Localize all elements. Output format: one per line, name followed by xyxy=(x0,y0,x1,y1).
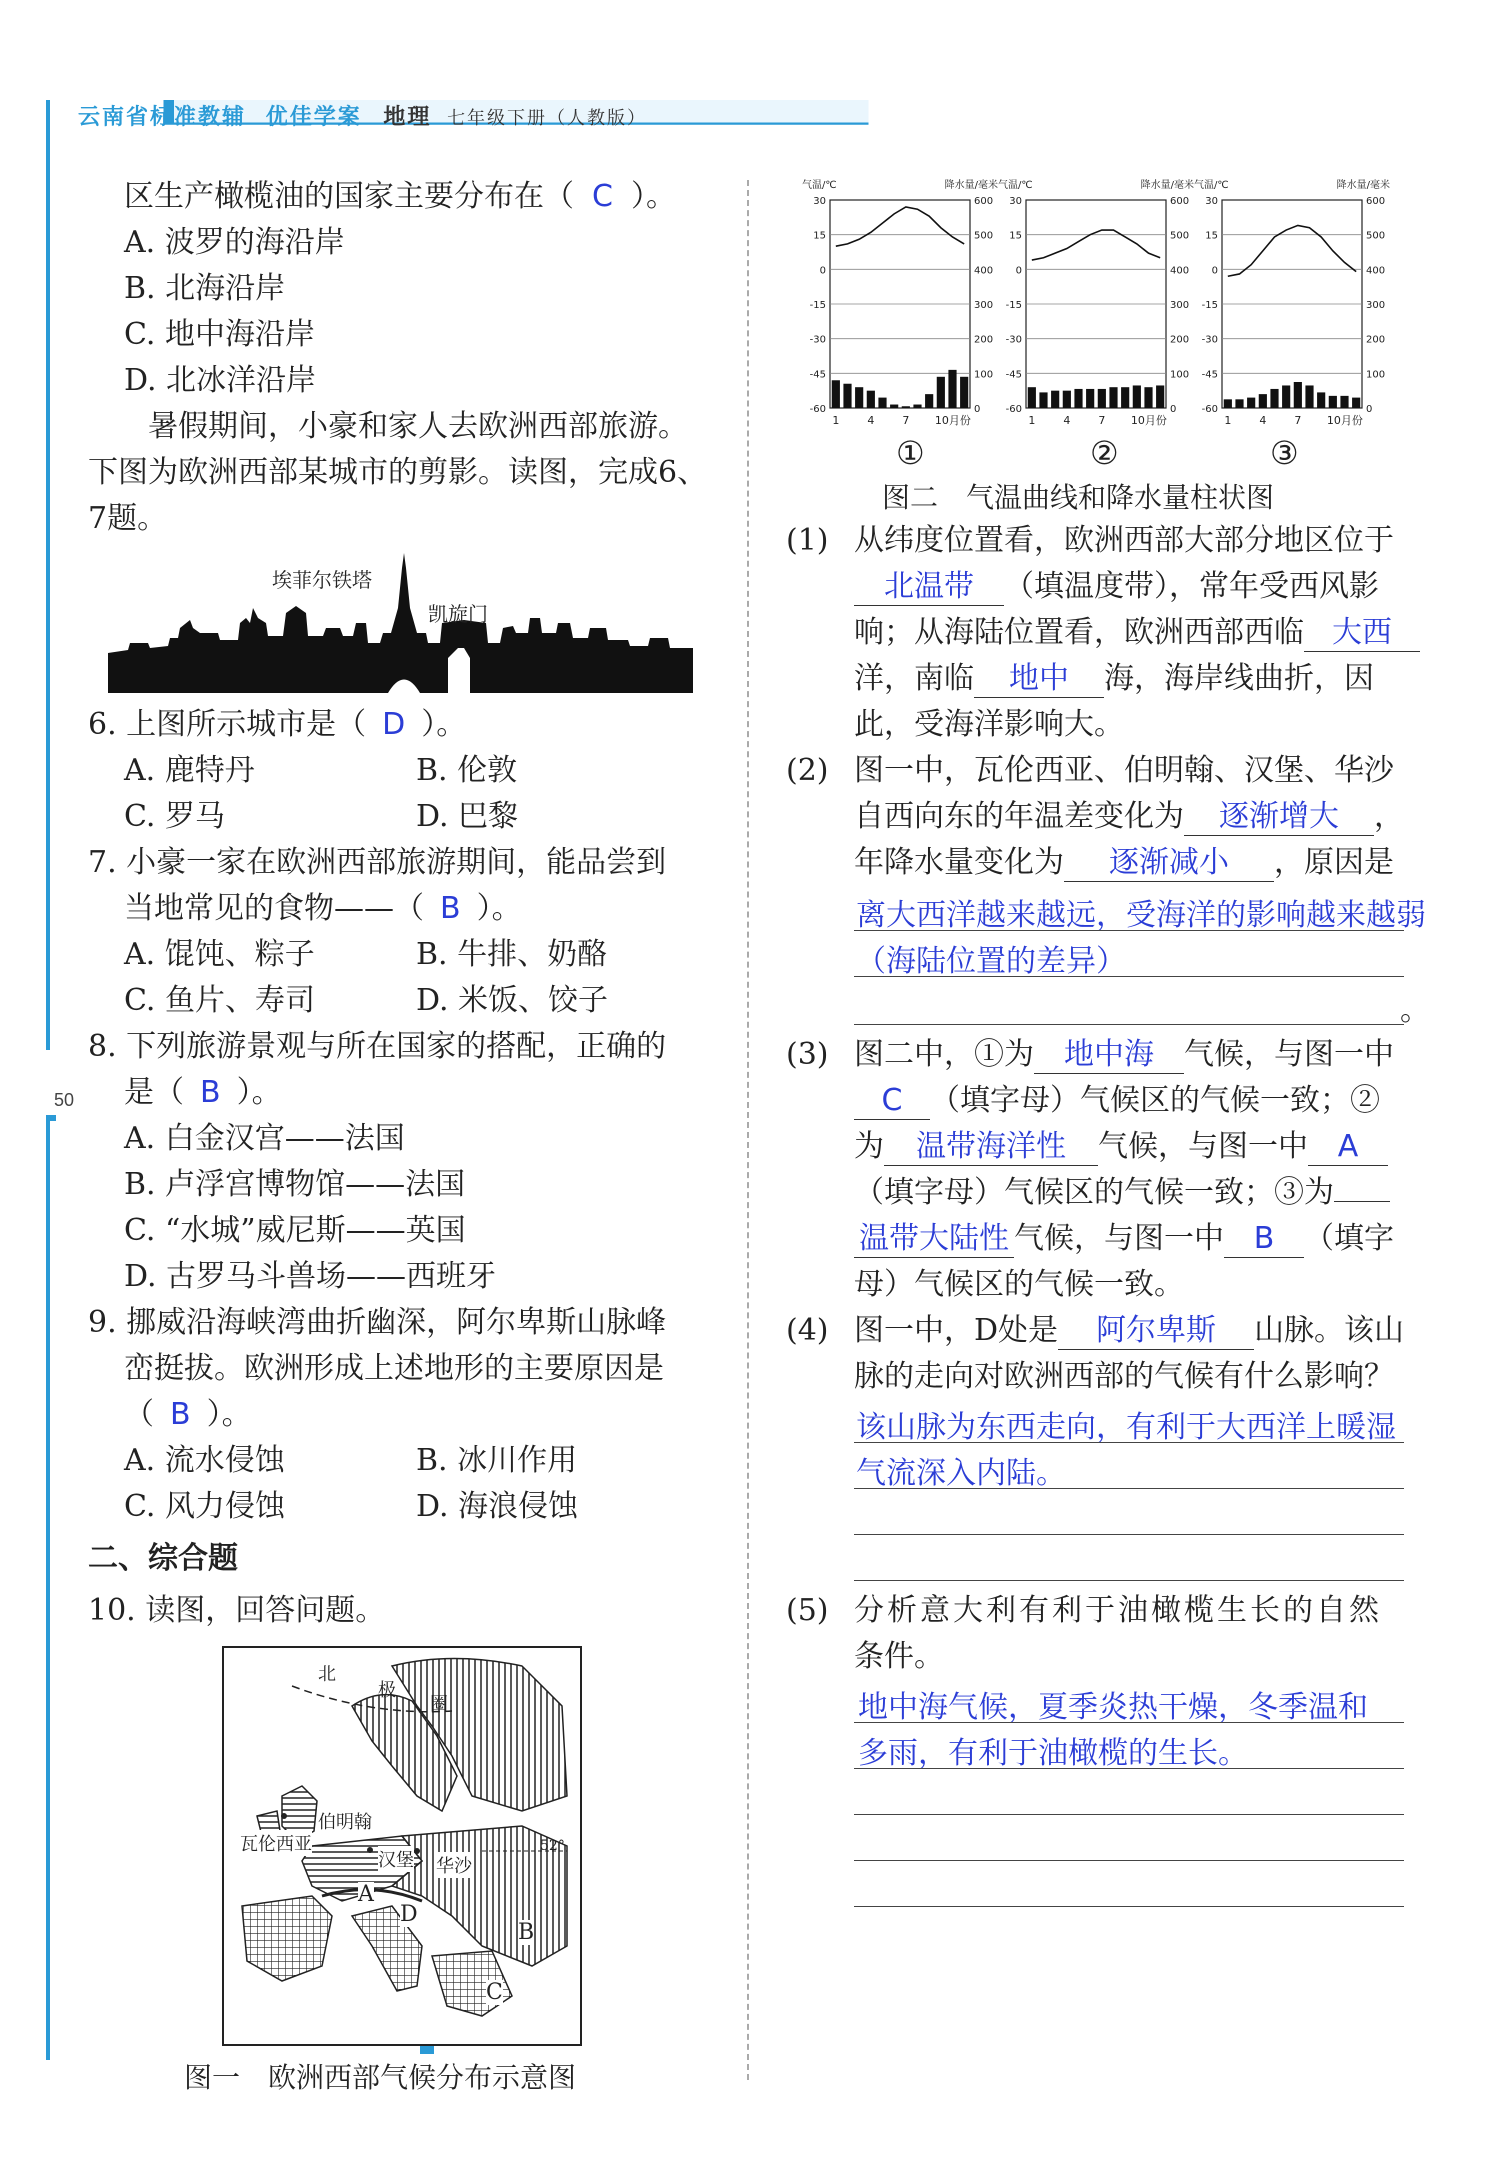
q5r-line-1: 分析意大利有利于油橄榄生长的自然 xyxy=(854,1593,1382,1628)
q5-option-d: D. 北冰洋沿岸 xyxy=(124,363,317,398)
q4-answer-line-3 xyxy=(854,1534,1404,1535)
q3-answer-1: 地中海 xyxy=(1034,1038,1184,1074)
precip-axis-title: 降水量/毫米 xyxy=(1336,180,1390,191)
precip-bar xyxy=(1121,387,1129,408)
q1-line-1: 从纬度位置看，欧洲西部大部分地区位于 xyxy=(854,523,1394,558)
map-label-arctic-2: 极 xyxy=(378,1680,396,1701)
temp-tick-label: -15 xyxy=(809,300,826,311)
precip-bar xyxy=(1305,385,1313,408)
month-tick-label: 7 xyxy=(1098,414,1106,427)
q5-option-b: B. 北海沿岸 xyxy=(124,271,286,306)
precip-bar xyxy=(1133,385,1141,408)
precip-tick-label: 600 xyxy=(1366,196,1386,207)
q9-answer: B xyxy=(170,1397,191,1432)
q5-option-a: A. 波罗的海沿岸 xyxy=(124,225,345,260)
precip-bar xyxy=(1340,396,1348,408)
month-tick-label: 10月份 xyxy=(934,414,971,427)
header-title xyxy=(78,100,647,131)
header-product: 优佳学案 xyxy=(265,105,362,130)
temp-tick-label: 30 xyxy=(1205,196,1218,207)
intro-line-3: 7题。 xyxy=(88,501,168,536)
month-tick-label: 10月份 xyxy=(1130,414,1167,427)
temp-tick-label: 15 xyxy=(1009,230,1022,242)
temp-tick-label: -60 xyxy=(809,404,826,415)
precip-bar xyxy=(1039,392,1047,408)
header-series: 云南省标准教辅 xyxy=(78,105,247,130)
q5r-line-2: 条件。 xyxy=(854,1639,944,1674)
precip-bar xyxy=(1109,387,1117,408)
q2-answer-line-3 xyxy=(854,1024,1404,1025)
q5-option-c: C. 地中海沿岸 xyxy=(124,317,315,352)
precip-bar xyxy=(1098,389,1106,408)
q7-option-d: D. 米饭、饺子 xyxy=(416,983,609,1018)
month-tick-label: 4 xyxy=(1063,414,1071,427)
q5r-answer-line-4 xyxy=(854,1860,1404,1861)
temp-tick-label: 15 xyxy=(1205,230,1218,242)
temp-tick-label: -15 xyxy=(1201,300,1218,311)
precip-bar xyxy=(937,377,945,408)
q1-answer-1: 北温带 xyxy=(854,570,1004,606)
precip-tick-label: 0 xyxy=(974,404,981,415)
temp-tick-label: -60 xyxy=(1005,404,1022,415)
temp-tick-label: -30 xyxy=(1005,334,1022,346)
q5-continuation: 区生产橄榄油的国家主要分布在（ C ）。 xyxy=(124,179,676,214)
q5r-handwritten-2: 多雨，有利于油橄榄的生长。 xyxy=(858,1736,1248,1771)
q2-end-period: 。 xyxy=(1400,993,1430,1028)
page-number: 50 xyxy=(54,1090,75,1110)
precip-tick-label: 300 xyxy=(1170,300,1190,311)
q4-answer-line-1 xyxy=(854,1442,1404,1443)
climate-chart-1 xyxy=(800,176,1000,436)
climate-chart-2 xyxy=(996,176,1196,436)
figure-2-caption: 图二 气温曲线和降水量柱状图 xyxy=(882,481,1275,514)
climate-chart-3 xyxy=(1192,176,1392,436)
chart-number-2: ② xyxy=(1090,434,1119,472)
q4-answer-1: 阿尔卑斯 xyxy=(1058,1314,1254,1350)
precip-tick-label: 400 xyxy=(974,265,994,277)
q1-answer-2: 大西 xyxy=(1304,616,1420,652)
q3-number: (3) xyxy=(786,1037,829,1072)
q7-option-c: C. 鱼片、寿司 xyxy=(124,983,315,1018)
q8-answer: B xyxy=(200,1075,221,1110)
q9-option-b: B. 冰川作用 xyxy=(416,1443,578,1478)
q6-option-c: C. 罗马 xyxy=(124,799,225,834)
precip-tick-label: 400 xyxy=(1170,265,1190,277)
q2-line-2: 自西向东的年温差变化为 逐渐增大 ， xyxy=(854,799,1404,834)
precip-bar xyxy=(1144,387,1152,408)
q4-answer-line-2 xyxy=(854,1488,1404,1489)
q8-option-a: A. 白金汉宫——法国 xyxy=(124,1121,405,1156)
header-grade: 七年级下册（人教版） xyxy=(447,108,648,129)
temp-tick-label: -60 xyxy=(1201,404,1218,415)
precip-bar xyxy=(1156,385,1164,408)
q5r-answer-line-3 xyxy=(854,1814,1404,1815)
q3-answer-4: A xyxy=(1308,1130,1388,1166)
q7-option-a: A. 馄饨、粽子 xyxy=(124,937,315,972)
precip-bar xyxy=(1235,399,1243,408)
q7-answer: B xyxy=(440,891,461,926)
q3-line-1: 图二中，①为 地中海 气候，与图一中 xyxy=(854,1037,1394,1072)
q1-line-2: 北温带 （填温度带），常年受西风影 xyxy=(854,570,1379,606)
precip-bar xyxy=(960,377,968,408)
q1-number: (1) xyxy=(786,523,829,558)
month-tick-label: 10月份 xyxy=(1326,414,1363,427)
map-label-latitude: 52° xyxy=(540,1838,565,1854)
precip-bar xyxy=(867,391,875,408)
precip-tick-label: 400 xyxy=(1366,265,1386,277)
q3-answer-5: 温带大陆性 xyxy=(854,1222,1014,1258)
precip-bar xyxy=(843,384,851,408)
q5-answer: C xyxy=(592,179,613,214)
q6-option-b: B. 伦敦 xyxy=(416,753,518,788)
precip-tick-label: 600 xyxy=(1170,196,1190,207)
precip-tick-label: 100 xyxy=(1170,369,1190,381)
precip-tick-label: 500 xyxy=(974,230,994,242)
precip-bar xyxy=(948,370,956,408)
precip-bar xyxy=(1352,398,1360,408)
precip-bar xyxy=(1028,387,1036,408)
temp-tick-label: -30 xyxy=(1201,334,1218,346)
temp-axis-title: 气温/℃ xyxy=(998,180,1033,191)
temp-tick-label: -15 xyxy=(1005,300,1022,311)
precip-bar xyxy=(1051,391,1059,408)
temp-tick-label: -45 xyxy=(1005,369,1022,381)
temp-tick-label: 15 xyxy=(813,230,826,242)
precip-tick-label: 200 xyxy=(1366,334,1386,346)
chart-number-1: ① xyxy=(896,434,925,472)
q4-answer-line-4 xyxy=(854,1580,1404,1581)
q4-handwritten-1: 该山脉为东西走向，有利于大西洋上暖湿 xyxy=(856,1410,1396,1445)
left-margin-rule xyxy=(46,100,58,2060)
temp-tick-label: 0 xyxy=(1015,265,1022,277)
temp-axis-title: 气温/℃ xyxy=(1194,180,1229,191)
q6-answer: D xyxy=(382,707,406,742)
q4-line-2: 脉的走向对欧洲西部的气候有什么影响？ xyxy=(854,1359,1394,1394)
precip-bar xyxy=(1282,385,1290,408)
q1-line-3: 响；从海陆位置看，欧洲西部西临 大西 xyxy=(854,616,1420,652)
month-tick-label: 4 xyxy=(1259,414,1267,427)
precip-tick-label: 600 xyxy=(974,196,994,207)
intro-line-1: 暑假期间，小豪和家人去欧洲西部旅游。 xyxy=(148,409,688,444)
map-label-valencia: 瓦伦西亚 xyxy=(240,1830,312,1856)
precip-tick-label: 100 xyxy=(974,369,994,381)
precip-tick-label: 300 xyxy=(974,300,994,311)
q3-line-3: 为 温带海洋性 气候，与图一中 A xyxy=(854,1130,1388,1166)
q2-handwritten-2: （海陆位置的差异） xyxy=(856,944,1126,979)
q4-handwritten-2: 气流深入内陆。 xyxy=(856,1456,1066,1491)
q1-line-5: 此，受海洋影响大。 xyxy=(854,707,1124,742)
precip-bar xyxy=(890,405,898,408)
q4-number: (4) xyxy=(786,1313,829,1348)
header-subject: 地理 xyxy=(383,105,432,130)
q5r-answer-line-5 xyxy=(854,1906,1404,1907)
map-label-hamburg: 汉堡 xyxy=(378,1846,414,1872)
precip-bar xyxy=(1317,392,1325,408)
q3-line-4: （填字母）气候区的气候一致；③为 xyxy=(854,1176,1390,1211)
q3-line-6: 母）气候区的气候一致。 xyxy=(854,1267,1184,1302)
precip-bar xyxy=(902,406,910,408)
temp-tick-label: -45 xyxy=(809,369,826,381)
temp-tick-label: -45 xyxy=(1201,369,1218,381)
map-label-A: A xyxy=(358,1882,374,1907)
month-tick-label: 7 xyxy=(1294,414,1302,427)
q3-line-2: C （填字母）气候区的气候一致；② xyxy=(854,1084,1380,1120)
q9-line-2: 峦挺拔。欧洲形成上述地形的主要原因是 xyxy=(124,1351,664,1386)
map-label-arctic-3: 圈 xyxy=(430,1694,448,1715)
precip-bar xyxy=(1086,389,1094,408)
q9-line-1: 9. 挪威沿海峡湾曲折幽深，阿尔卑斯山脉峰 xyxy=(88,1305,667,1340)
month-tick-label: 1 xyxy=(832,414,840,427)
temperature-line xyxy=(1228,225,1356,276)
precip-tick-label: 200 xyxy=(1170,334,1190,346)
month-tick-label: 7 xyxy=(902,414,910,427)
q5r-number: (5) xyxy=(786,1593,829,1628)
precip-bar xyxy=(878,398,886,408)
skyline-label-eiffel: 埃菲尔铁塔 xyxy=(272,568,372,592)
q8-option-b: B. 卢浮宫博物馆——法国 xyxy=(124,1167,466,1202)
precip-tick-label: 0 xyxy=(1366,404,1373,415)
temp-tick-label: 30 xyxy=(813,196,826,207)
temperature-line xyxy=(836,207,964,246)
q2-number: (2) xyxy=(786,753,829,788)
month-tick-label: 1 xyxy=(1224,414,1232,427)
q1-answer-3: 地中 xyxy=(974,662,1104,698)
precip-bar xyxy=(1074,389,1082,408)
q9-option-c: C. 风力侵蚀 xyxy=(124,1489,285,1524)
temp-tick-label: 30 xyxy=(1009,196,1022,207)
q7-line-1: 7. 小豪一家在欧洲西部旅游期间，能品尝到 xyxy=(88,845,667,880)
q7-option-b: B. 牛排、奶酪 xyxy=(416,937,608,972)
precip-tick-label: 0 xyxy=(1170,404,1177,415)
q2-answer-line-2 xyxy=(854,976,1404,977)
temp-tick-label: 0 xyxy=(819,265,826,277)
paris-skyline-image xyxy=(108,548,693,693)
q3-answer-6: B xyxy=(1224,1222,1304,1258)
q8-option-c: C. “水城”威尼斯——英国 xyxy=(124,1213,466,1248)
precip-bar xyxy=(1294,382,1302,408)
q2-answer-2: 逐渐减小 xyxy=(1064,846,1274,882)
precip-bar xyxy=(855,387,863,408)
precip-bar xyxy=(913,405,921,408)
q3-answer-2: C xyxy=(854,1084,930,1120)
q8-line-2: 是（ B ）。 xyxy=(124,1075,282,1110)
precip-bar xyxy=(925,394,933,408)
q2-handwritten-1: 离大西洋越来越远，受海洋的影响越来越弱 xyxy=(856,898,1426,933)
month-tick-label: 4 xyxy=(867,414,875,427)
precip-tick-label: 100 xyxy=(1366,369,1386,381)
chart-number-3: ③ xyxy=(1270,434,1299,472)
precip-bar xyxy=(1270,389,1278,408)
precip-bar xyxy=(1329,396,1337,408)
temp-tick-label: 0 xyxy=(1211,265,1218,277)
precip-bar xyxy=(1224,399,1232,408)
figure-1-caption: 图一 欧洲西部气候分布示意图 xyxy=(184,2061,577,2094)
q1-line-4: 洋，南临 地中 海，海岸线曲折，因 xyxy=(854,661,1374,696)
temp-tick-label: -30 xyxy=(809,334,826,346)
map-label-arctic-1: 北 xyxy=(318,1664,336,1685)
precip-tick-label: 200 xyxy=(974,334,994,346)
q3-line-5: 温带大陆性 气候，与图一中 B （填字 xyxy=(854,1222,1394,1258)
precip-tick-label: 300 xyxy=(1366,300,1386,311)
q6-stem: 6. 上图所示城市是（ D ）。 xyxy=(88,707,467,742)
precip-bar xyxy=(832,380,840,408)
q2-answer-line-1 xyxy=(854,930,1404,931)
intro-line-2: 下图为欧洲西部某城市的剪影。读图，完成6、 xyxy=(88,455,708,490)
precip-axis-title: 降水量/毫米 xyxy=(944,180,998,191)
precip-axis-title: 降水量/毫米 xyxy=(1140,180,1194,191)
q8-line-1: 8. 下列旅游景观与所在国家的搭配，正确的 xyxy=(88,1029,667,1064)
q2-answer-1: 逐渐增大 xyxy=(1184,800,1374,836)
precip-bar xyxy=(1259,394,1267,408)
map-label-B: B xyxy=(518,1920,535,1945)
q2-line-3: 年降水量变化为 逐渐减小 ，原因是 xyxy=(854,845,1394,880)
q9-option-d: D. 海浪侵蚀 xyxy=(416,1489,579,1524)
q8-option-d: D. 古罗马斗兽场——西班牙 xyxy=(124,1259,497,1294)
q5r-answer-line-2 xyxy=(854,1768,1404,1769)
month-tick-label: 1 xyxy=(1028,414,1036,427)
temp-axis-title: 气温/℃ xyxy=(802,180,837,191)
q9-option-a: A. 流水侵蚀 xyxy=(124,1443,285,1478)
map-label-birmingham: 伯明翰 xyxy=(318,1808,372,1834)
precip-tick-label: 500 xyxy=(1170,230,1190,242)
q3-answer-3: 温带海洋性 xyxy=(884,1130,1098,1166)
map-label-D: D xyxy=(400,1902,418,1927)
precip-bar xyxy=(1063,391,1071,408)
q5r-answer-line-1 xyxy=(854,1722,1404,1723)
q10-stem: 10. 读图，回答问题。 xyxy=(88,1593,386,1628)
q7-line-2: 当地常见的食物——（ B ）。 xyxy=(124,891,522,926)
q6-option-d: D. 巴黎 xyxy=(416,799,519,834)
skyline-label-arch: 凯旋门 xyxy=(428,602,488,626)
q5r-handwritten-1: 地中海气候，夏季炎热干燥，冬季温和 xyxy=(858,1690,1368,1725)
q2-line-1: 图一中，瓦伦西亚、伯明翰、汉堡、华沙 xyxy=(854,753,1394,788)
q9-line-3: （ B ）。 xyxy=(124,1397,252,1432)
section-2-title: 二、综合题 xyxy=(88,1541,238,1576)
map-label-C: C xyxy=(486,1980,503,2005)
precip-bar xyxy=(1247,398,1255,408)
map-label-warsaw: 华沙 xyxy=(436,1852,472,1878)
precip-tick-label: 500 xyxy=(1366,230,1386,242)
column-divider xyxy=(747,180,749,2080)
q4-line-1: 图一中，D处是 阿尔卑斯 山脉。该山 xyxy=(854,1313,1405,1348)
q6-option-a: A. 鹿特丹 xyxy=(124,753,255,788)
